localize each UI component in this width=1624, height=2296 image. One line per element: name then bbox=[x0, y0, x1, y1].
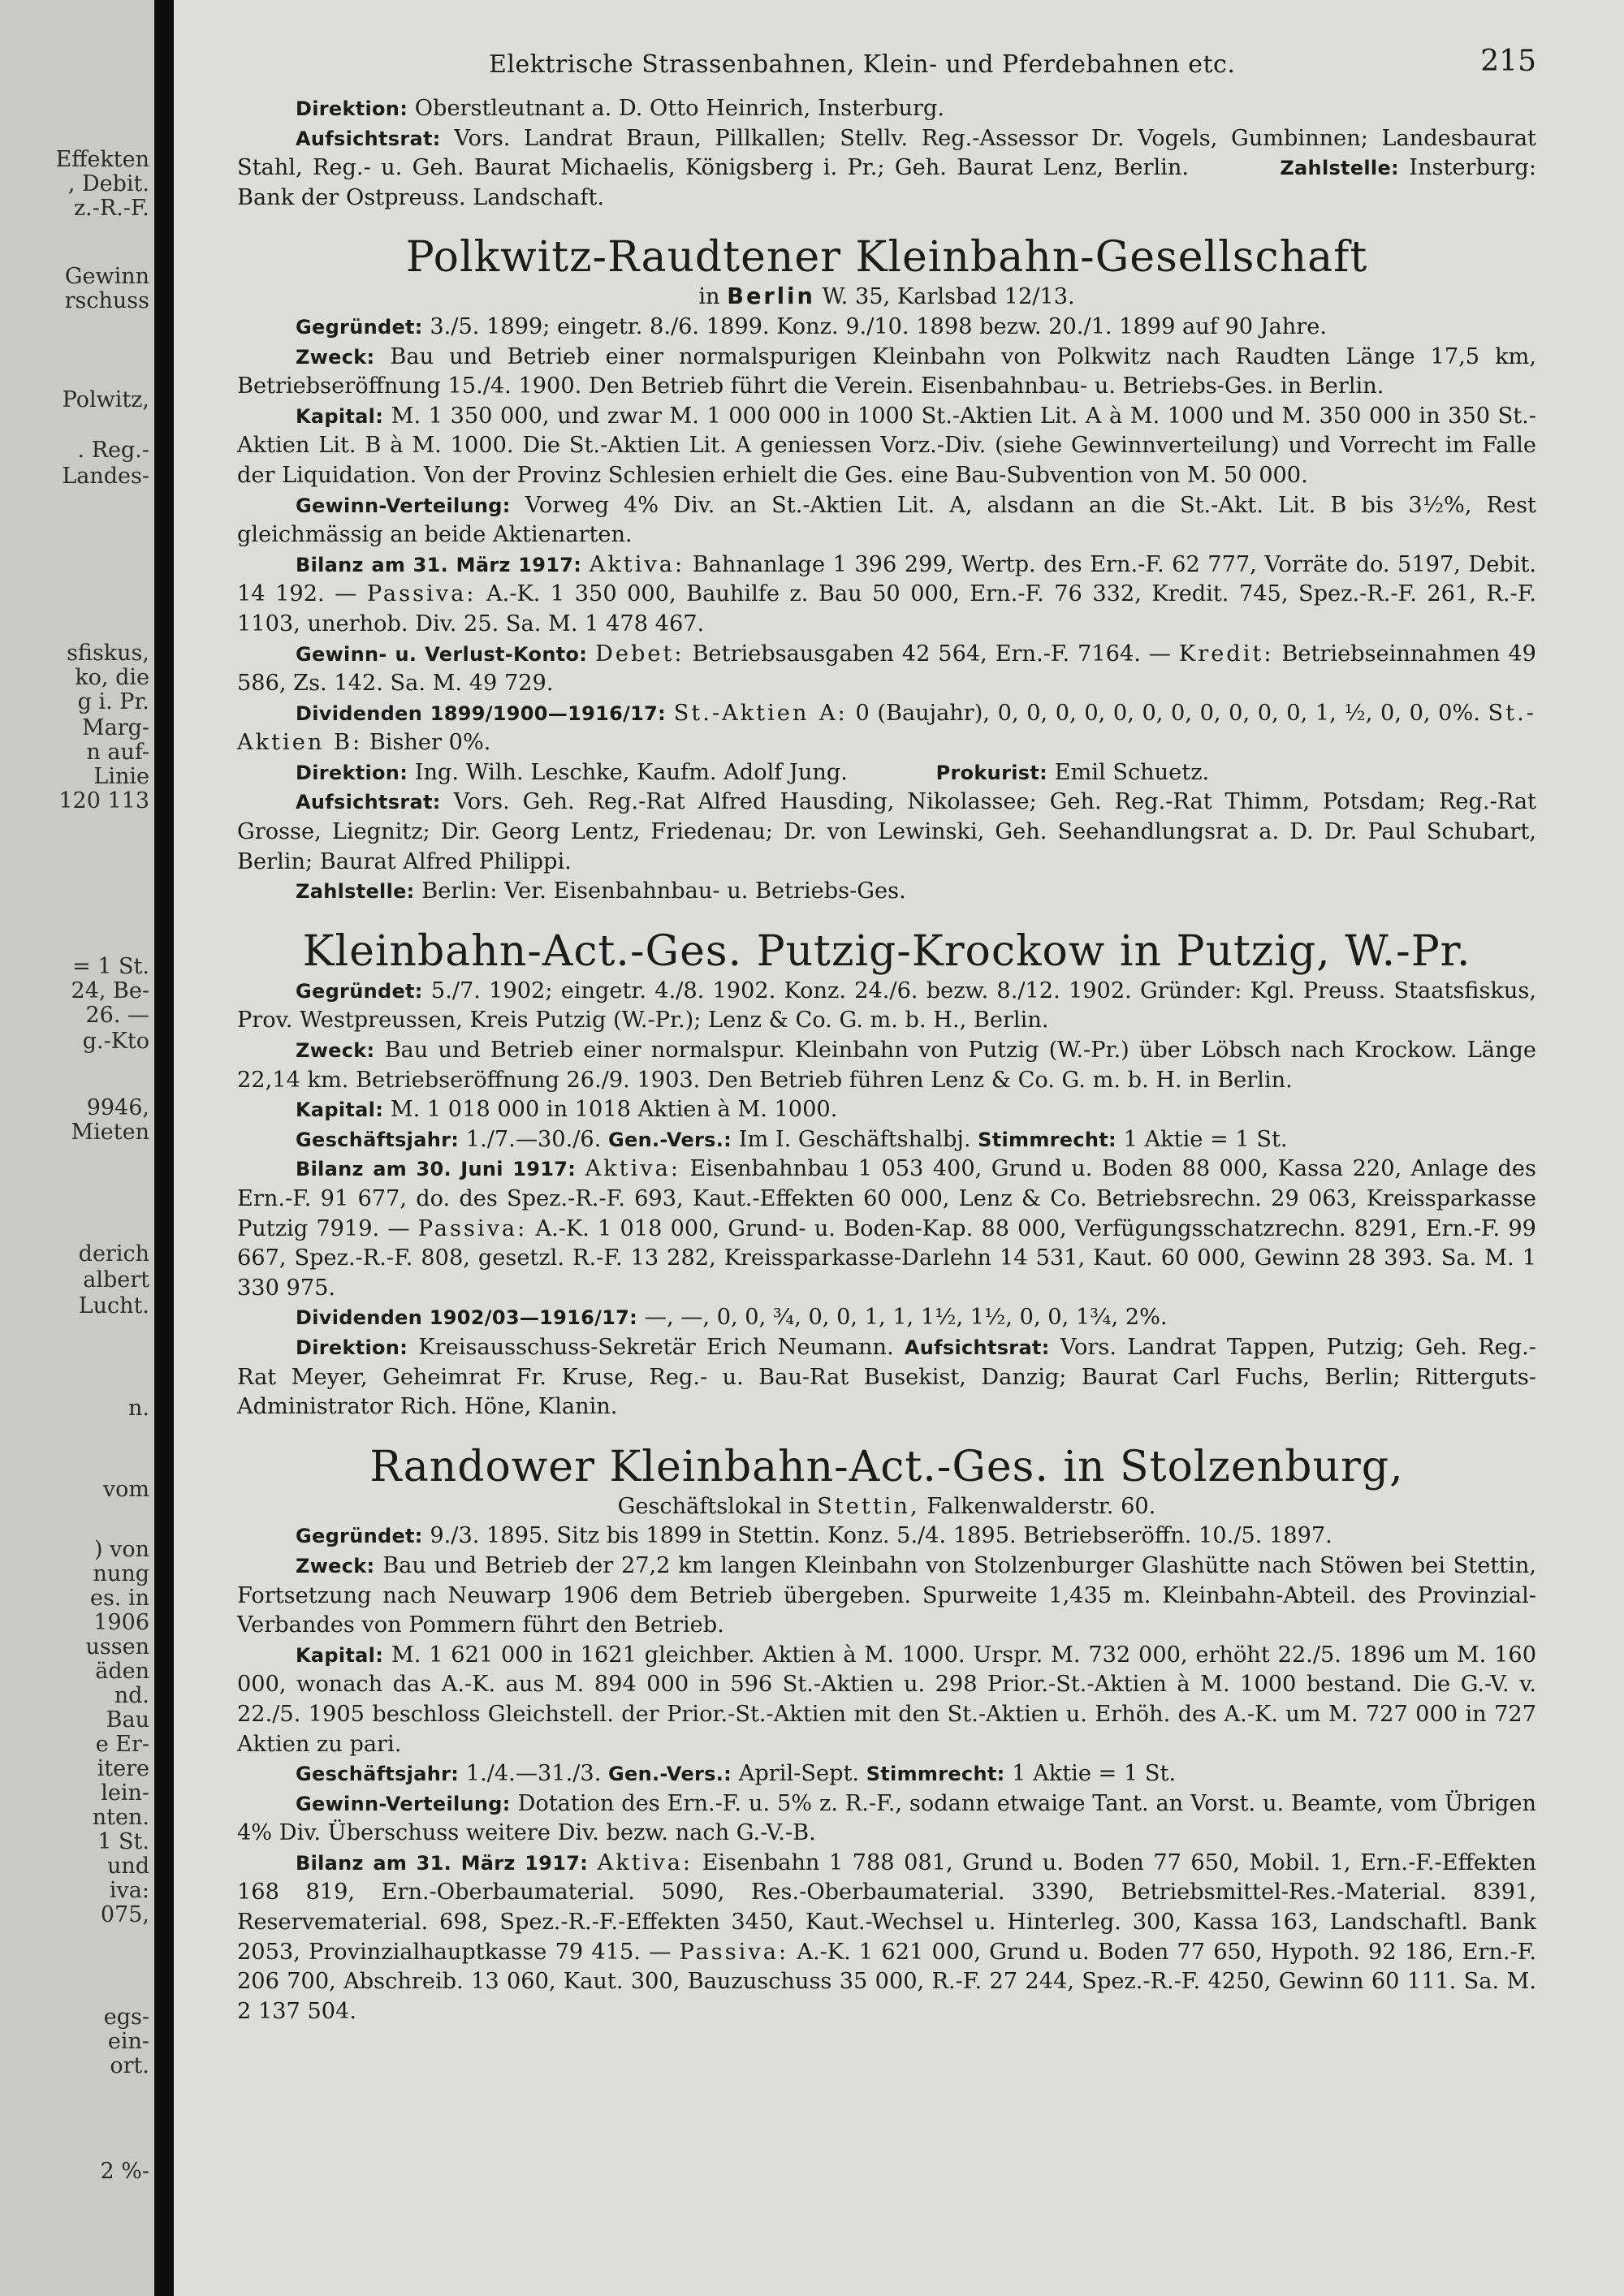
left-page-fragment: . Reg.- bbox=[77, 438, 149, 463]
left-page-fragment: Lucht. bbox=[78, 1293, 149, 1318]
running-head bbox=[237, 45, 1536, 94]
company-address bbox=[237, 1492, 1536, 1522]
text-aufsichtsrat: Vors. Landrat Braun, Pillkallen; Stellv. Reg.-Assessor Dr. Vogels, Gumbinnen; Landesbaurat Stahl, Reg.- u. Geh. Baurat Michaelis, Königsberg i. Pr.; Geh. Baurat Lenz, Berlin. bbox=[237, 125, 1536, 181]
label-passiva: Passiva: bbox=[679, 1939, 789, 1965]
entry-gegruendet bbox=[237, 313, 1536, 343]
left-page-fragment: 24, Be- bbox=[71, 978, 149, 1003]
entry-zahlstelle bbox=[237, 877, 1536, 907]
label-geschaeftsjahr: Geschäftsjahr: bbox=[296, 1763, 460, 1786]
entry-zweck bbox=[237, 1552, 1536, 1641]
text-debet: Betriebsausgaben 42 564, Ern.-F. 7164. — bbox=[692, 641, 1171, 667]
label-bilanz: Bilanz am 31. März 1917: bbox=[296, 1851, 589, 1875]
text-kapital: M. 1 350 000, und zwar M. 1 000 000 in 1000 St.-Aktien Lit. A à M. 1000 und M. 350 000 in 350 St.-Aktien Lit. B à M. 1000. Die St.-Aktien Lit. A geniessen Vorz.-Div. (siehe Gewinnverteilung) und Vorrecht im Falle der Liquidation. Von der Provinz Schlesien erhielt die Ges. eine Bau-Subvention von M. 50 000. bbox=[237, 403, 1536, 488]
text-zweck: Bau und Betrieb einer normalspur. Kleinbahn von Putzig (W.-Pr.) über Löbsch nach Krockow. Länge 22,14 km. Betriebseröffnung 26./9. 1903. Den Betrieb führen Lenz & Co. G. m. b. H. in Berlin. bbox=[237, 1038, 1536, 1093]
text-zahlstelle: Berlin: Ver. Eisenbahnbau- u. Betriebs-Ges. bbox=[421, 878, 906, 904]
entry-guv bbox=[237, 640, 1536, 699]
label-gewinnverteilung: Gewinn-Verteilung: bbox=[296, 494, 511, 517]
entry-kapital bbox=[237, 402, 1536, 491]
left-page-fragment: n auf- bbox=[86, 740, 149, 765]
left-page-fragment: vom bbox=[102, 1477, 149, 1502]
address-street: Falkenwalderstr. 60. bbox=[926, 1493, 1156, 1519]
text-geschaeftsjahr: 1./4.—31./3. bbox=[465, 1761, 602, 1787]
left-page-fragment: rschuss bbox=[64, 288, 149, 313]
label-aktiva: Aktiva: bbox=[597, 1849, 693, 1875]
text-aufsichtsrat: Vors. Geh. Reg.-Rat Alfred Hausding, Nikolassee; Geh. Reg.-Rat Thimm, Potsdam; Reg.-Rat Grosse, Liegnitz; Dir. Georg Lentz, Friedenau; Dr. von Lewinski, Geh. Seehandlungsrat a. D. Dr. Paul Schubart, Berlin; Baurat Alfred Philippi. bbox=[237, 789, 1536, 874]
label-aktiva: Aktiva: bbox=[589, 551, 685, 577]
label-kredit: Kredit: bbox=[1178, 641, 1274, 667]
left-page-fragment: 1906 bbox=[93, 1610, 149, 1635]
label-prokurist: Prokurist: bbox=[935, 761, 1047, 784]
entry-aufsichtsrat bbox=[237, 788, 1536, 877]
text-div-b: Bisher 0%. bbox=[369, 730, 491, 756]
label-geschaeftsjahr: Geschäftsjahr: bbox=[296, 1128, 460, 1151]
label-zweck: Zweck: bbox=[296, 1039, 375, 1063]
entry-direktion bbox=[237, 1333, 1536, 1422]
label-stimmrecht: Stimmrecht: bbox=[866, 1763, 1005, 1786]
company-entry-polkwitz bbox=[237, 232, 1536, 906]
entry-zweck bbox=[237, 1036, 1536, 1095]
entry-bilanz bbox=[237, 1849, 1536, 2027]
label-kapital: Kapital: bbox=[296, 1643, 384, 1667]
entry-geschaeftsjahr bbox=[237, 1759, 1536, 1789]
text-kapital: M. 1 018 000 in 1018 Aktien à M. 1000. bbox=[390, 1097, 838, 1123]
text-kapital: M. 1 621 000 in 1621 gleichber. Aktien à M. 1000. Urspr. M. 732 000, erhöht 22./5. 1896 um M. 160 000, wonach das A.-K. aus M. 894 000 in 596 St.-Aktien u. 298 Prior.-St.-Aktien à M. 1000 bestand. Die G.-V. v. 22./5. 1905 beschloss Gleichstell. der Prior.-St.-Aktien mit den St.-Aktien u. Erhöh. des A.-K. um M. 727 000 in 727 Aktien zu pari. bbox=[237, 1642, 1536, 1757]
left-page-fragment: nd. bbox=[114, 1683, 149, 1708]
left-page-fragment: nten. bbox=[92, 1805, 149, 1830]
company-address bbox=[237, 283, 1536, 313]
company-title: Kleinbahn-Act.-Ges. Putzig-Krockow in Putzig, W.-Pr. bbox=[302, 926, 1471, 976]
label-gegruendet: Gegründet: bbox=[296, 979, 423, 1003]
label-dividenden: Dividenden 1902/03—1916/17: bbox=[296, 1306, 638, 1330]
label-zweck: Zweck: bbox=[296, 1554, 375, 1577]
text-direktion: Ing. Wilh. Leschke, Kaufm. Adolf Jung. bbox=[414, 759, 848, 785]
document-page bbox=[174, 0, 1624, 2296]
entry-zweck bbox=[237, 343, 1536, 402]
address-city: Berlin bbox=[727, 284, 815, 310]
label-kapital: Kapital: bbox=[296, 404, 384, 428]
left-page-fragment: = 1 St. bbox=[72, 954, 149, 979]
left-page-fragment: ort. bbox=[110, 2053, 149, 2078]
text-direktion: Oberstleutnant a. D. Otto Heinrich, Insterburg. bbox=[414, 96, 945, 121]
label-bilanz: Bilanz am 30. Juni 1917: bbox=[296, 1158, 577, 1181]
left-page-fragment: 1 St. bbox=[97, 1829, 149, 1854]
label-bilanz: Bilanz am 31. März 1917: bbox=[296, 553, 582, 576]
label-passiva: Passiva: bbox=[366, 581, 477, 607]
label-zweck: Zweck: bbox=[296, 345, 375, 369]
left-page-fragment: g.-Kto bbox=[82, 1029, 149, 1054]
text-direktion: Kreisausschuss-Sekretär Erich Neumann. bbox=[418, 1334, 894, 1360]
address-city: Stettin, bbox=[817, 1493, 920, 1519]
left-page-fragment: Landes- bbox=[62, 464, 149, 489]
label-debet: Debet: bbox=[595, 641, 685, 667]
address-prefix: Geschäftslokal in bbox=[617, 1493, 810, 1519]
text-aktiva: Eisenbahnbau 1 053 400, Grund u. Boden 88 000, Kassa 220, Anlage des Ern.-F. 91 677, do. des Spez.-R.-F. 693, Kaut.-Effekten 60 000, Lenz & Co. Betriebsrechn. 29 063, Kreissparkasse Putzig 7919. — bbox=[237, 1156, 1536, 1241]
left-page-fragment: Effekten bbox=[55, 147, 149, 172]
left-page-fragment: lein- bbox=[101, 1780, 149, 1806]
left-page-fragment: Mieten bbox=[71, 1120, 149, 1145]
left-page-fragment: derich bbox=[78, 1241, 149, 1267]
left-page-fragment: 120 113 bbox=[58, 788, 149, 814]
left-page-fragment: n. bbox=[128, 1396, 149, 1421]
book-gutter bbox=[154, 0, 174, 2296]
left-page-fragment: Bau bbox=[106, 1707, 149, 1733]
left-page-fragment: äden bbox=[95, 1659, 149, 1684]
left-page-fragment: Marg- bbox=[81, 715, 149, 740]
label-gen-vers: Gen.-Vers.: bbox=[608, 1763, 732, 1786]
adjacent-page-strip bbox=[0, 0, 154, 2296]
left-page-fragment: ussen bbox=[85, 1634, 149, 1659]
text-passiva: A.-K. 1 621 000, Grund u. Boden 77 650, Hypoth. 92 186, Ern.-F. 206 700, Abschreib. 13 060, Kaut. 300, Bauzuschuss 35 000, R.-F. 27 244, Spez.-R.-F. 4250, Gewinn 60 111. Sa. M. 2 137 504. bbox=[237, 1939, 1536, 2024]
label-zahlstelle: Zahlstelle: bbox=[296, 880, 415, 904]
text-gegruendet: 5./7. 1902; eingetr. 4./8. 1902. Konz. 24./6. bezw. 8./12. 1902. Gründer: Kgl. Preuss. Staatsfiskus, Prov. Westpreussen, Kreis Putzig (W.-Pr.); Lenz & Co. G. m. b. H., Berlin. bbox=[237, 978, 1536, 1034]
left-page-fragment: albert bbox=[83, 1267, 149, 1293]
text-zweck: Bau und Betrieb der 27,2 km langen Kleinbahn von Stolzenburger Glashütte nach Stöwen bei Stettin, Fortsetzung nach Neuwarp 1906 dem Betrieb übergeben. Spurweite 1,435 m. Kleinbahn-Abteil. des Provinzial-Verbandes von Pommern führt den Betrieb. bbox=[237, 1552, 1536, 1638]
left-page-fragment: ein- bbox=[107, 2029, 149, 2054]
company-title: Polkwitz-Raudtener Kleinbahn-Gesellschaft bbox=[405, 233, 1368, 283]
left-page-fragment: nung bbox=[93, 1561, 149, 1586]
text-dividenden: —, —, 0, 0, ¾, 0, 0, 1, 1, 1½, 1½, 0, 0, 1¾, 2%. bbox=[644, 1305, 1168, 1331]
text-gewinnverteilung: Vorweg 4% Div. an St.-Aktien Lit. A, alsdann an die St.-Akt. Lit. B bis 3½%, Rest gleichmässig an beide Aktienarten. bbox=[237, 492, 1536, 548]
entry-kapital bbox=[237, 1641, 1536, 1759]
text-gegruendet: 3./5. 1899; eingetr. 8./6. 1899. Konz. 9./10. 1898 bezw. 20./1. 1899 auf 90 Jahre. bbox=[430, 313, 1328, 339]
entry-kapital bbox=[237, 1095, 1536, 1125]
left-page-fragment: g i. Pr. bbox=[77, 689, 149, 714]
company-entry-putzig bbox=[237, 926, 1536, 1422]
left-page-fragment: ) von bbox=[93, 1537, 149, 1562]
entry-aufsichtsrat bbox=[237, 124, 1536, 214]
left-page-fragment: itere bbox=[97, 1756, 149, 1781]
label-gewinnverteilung: Gewinn-Verteilung: bbox=[296, 1792, 511, 1815]
entry-direktion bbox=[237, 94, 1536, 124]
left-page-fragment: ko, die bbox=[75, 665, 149, 690]
text-stimmrecht: 1 Aktie = 1 St. bbox=[1012, 1761, 1177, 1787]
left-page-fragment: 26. — bbox=[85, 1003, 149, 1028]
left-page-fragment: z.-R.-F. bbox=[73, 196, 149, 221]
text-gen-vers: Im I. Geschäftshalbj. bbox=[738, 1126, 971, 1152]
label-aufsichtsrat: Aufsichtsrat: bbox=[296, 127, 441, 150]
label-dividenden: Dividenden 1899/1900—1916/17: bbox=[296, 701, 667, 725]
entry-gegruendet bbox=[237, 1521, 1536, 1552]
text-aufsichtsrat: Vors. Landrat Tappen, Putzig; Geh. Reg.-Rat Meyer, Geheimrat Fr. Kruse, Reg.- u. Bau-Rat Busekist, Danzig; Baurat Carl Fuchs, Berlin; Ritterguts-Administrator Rich. Höne, Klanin. bbox=[237, 1334, 1536, 1420]
left-page-fragment: 9946, bbox=[86, 1095, 149, 1120]
entry-gegruendet bbox=[237, 977, 1536, 1036]
text-prokurist: Emil Schuetz. bbox=[1054, 759, 1210, 785]
text-passiva: A.-K. 1 018 000, Grund- u. Boden-Kap. 88 000, Verfügungsschatzrechn. 8291, Ern.-F. 99 667, Spez.-R.-F. 808, gesetzl. R.-F. 13 282, Kreissparkasse-Darlehn 14 531, Kaut. 60 000, Gewinn 28 393. Sa. M. 1 330 975. bbox=[237, 1215, 1536, 1301]
label-stimmrecht: Stimmrecht: bbox=[978, 1128, 1116, 1151]
entry-bilanz bbox=[237, 550, 1536, 640]
label-div-a: St.-Aktien A: bbox=[673, 700, 848, 726]
label-gen-vers: Gen.-Vers.: bbox=[608, 1128, 732, 1151]
text-stimmrecht: 1 Aktie = 1 St. bbox=[1123, 1126, 1288, 1152]
text-gen-vers: April-Sept. bbox=[738, 1761, 860, 1787]
company-entry-randower bbox=[237, 1442, 1536, 2027]
left-page-fragment: Gewinn bbox=[64, 264, 149, 289]
left-page-fragment: , Debit. bbox=[67, 171, 149, 196]
text-div-a: 0 (Baujahr), 0, 0, 0, 0, 0, 0, 0, 0, 0, 0, 0, 1, ½, 0, 0, 0%. bbox=[855, 700, 1480, 726]
left-page-fragment: sfiskus, bbox=[67, 641, 149, 666]
text-kredit: Betriebseinnahmen 49 586, Zs. 142. Sa. M. 49 729. bbox=[237, 641, 1536, 697]
label-gegruendet: Gegründet: bbox=[296, 315, 423, 339]
label-direktion: Direktion: bbox=[296, 761, 408, 784]
text-aktiva: Bahnanlage 1 396 299, Wertp. des Ern.-F. 62 777, Vorräte do. 5197, Debit. 14 192. — bbox=[237, 551, 1536, 607]
address-prefix: in bbox=[698, 284, 720, 310]
text-geschaeftsjahr: 1./7.—30./6. bbox=[465, 1126, 602, 1152]
left-page-fragment: 2 %- bbox=[100, 2159, 149, 2184]
text-passiva: A.-K. 1 350 000, Bauhilfe z. Bau 50 000, Ern.-F. 76 332, Kredit. 745, Spez.-R.-F. 261, R.-F. 1103, unerhob. Div. 25. Sa. M. 1 478 467. bbox=[237, 581, 1536, 637]
text-gegruendet: 9./3. 1895. Sitz bis 1899 in Stettin. Konz. 5./4. 1895. Betriebseröffn. 10./5. 1897. bbox=[430, 1523, 1332, 1549]
left-page-fragment: Polwitz, bbox=[62, 387, 149, 412]
running-head-title: Elektrische Strassenbahnen, Klein- und Pferdebahnen etc. bbox=[489, 50, 1236, 79]
label-guv: Gewinn- u. Verlust-Konto: bbox=[296, 642, 588, 666]
label-aufsichtsrat: Aufsichtsrat: bbox=[904, 1336, 1050, 1359]
entry-geschaeftsjahr bbox=[237, 1125, 1536, 1155]
label-zahlstelle: Zahlstelle: bbox=[1280, 157, 1399, 180]
entry-dividenden bbox=[237, 1303, 1536, 1333]
left-page-fragment: es. in bbox=[89, 1586, 149, 1611]
label-gegruendet: Gegründet: bbox=[296, 1525, 423, 1548]
label-div-b: St.-Aktien B: bbox=[237, 700, 1536, 756]
label-kapital: Kapital: bbox=[296, 1098, 384, 1122]
left-page-fragment: egs- bbox=[103, 2005, 149, 2030]
left-page-fragment: e Er- bbox=[95, 1732, 149, 1757]
text-zahlstelle: Insterburg: Bank der Ostpreuss. Landschaft. bbox=[237, 155, 1536, 210]
previous-entry-continuation bbox=[237, 94, 1536, 213]
page-number: 215 bbox=[1480, 45, 1536, 78]
left-page-fragment: iva: bbox=[109, 1878, 149, 1903]
entry-gewinnverteilung bbox=[237, 1789, 1536, 1849]
entry-gewinnverteilung bbox=[237, 491, 1536, 550]
text-zweck: Bau und Betrieb einer normalspurigen Kleinbahn von Polkwitz nach Raudten Länge 17,5 km, Betriebseröffnung 15./4. 1900. Den Betrieb führt die Verein. Eisenbahnbau- u. Betriebs-Ges. in Berlin. bbox=[237, 343, 1536, 399]
left-page-fragment: 075, bbox=[100, 1902, 149, 1927]
company-title: Randower Kleinbahn-Act.-Ges. in Stolzenburg, bbox=[369, 1442, 1404, 1491]
label-direktion: Direktion: bbox=[296, 97, 408, 120]
left-page-fragment: Linie bbox=[93, 764, 149, 789]
entry-dividenden bbox=[237, 699, 1536, 758]
label-direktion: Direktion: bbox=[296, 1336, 408, 1359]
entry-direktion bbox=[237, 758, 1536, 788]
label-passiva: Passiva: bbox=[417, 1215, 528, 1241]
label-aktiva: Aktiva: bbox=[585, 1156, 681, 1182]
entry-bilanz bbox=[237, 1154, 1536, 1303]
page-content bbox=[237, 45, 1536, 2031]
label-aufsichtsrat: Aufsichtsrat: bbox=[296, 791, 441, 814]
text-aktiva: Eisenbahn 1 788 081, Grund u. Boden 77 650, Mobil. 1, Ern.-F.-Effekten 168 819, Ern.-Oberbaumaterial. 5090, Res.-Oberbaumaterial. 3390, Betriebsmittel-Res.-Material. 8391, Reservematerial. 698, Spez.-R.-F.-Effekten 3450, Kaut.-Wechsel u. Hinterleg. 300, Kassa 163, Landschaftl. Bank 2053, Provinzialhauptkasse 79 415. — bbox=[237, 1849, 1536, 1965]
address-street: W. 35, Karlsbad 12/13. bbox=[822, 284, 1075, 310]
left-page-fragment: und bbox=[106, 1854, 149, 1879]
text-gewinnverteilung: Dotation des Ern.-F. u. 5% z. R.-F., sodann etwaige Tant. an Vorst. u. Beamte, vom Übrigen 4% Div. Überschuss weitere Div. bezw. nach G.-V.-B. bbox=[237, 1790, 1536, 1846]
